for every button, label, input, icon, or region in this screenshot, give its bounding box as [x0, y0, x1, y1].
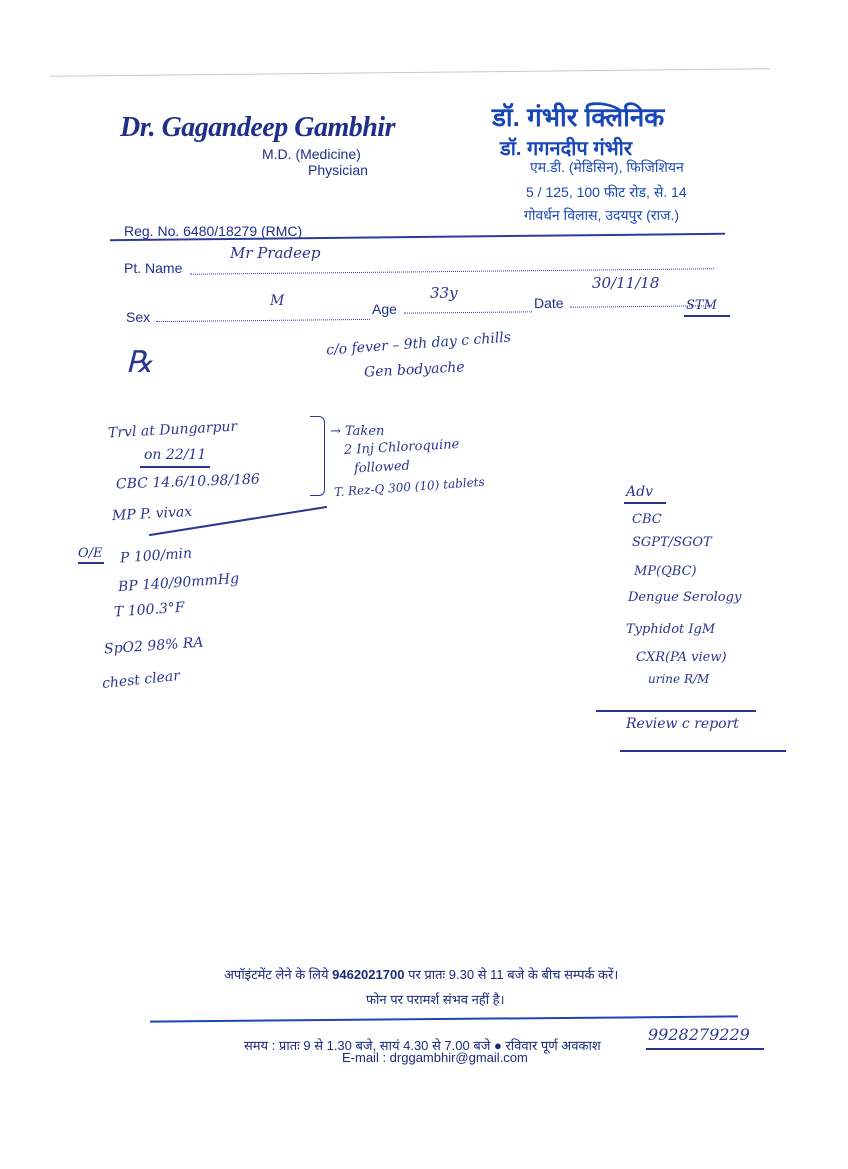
exam-temperature: T 100.3°F	[113, 599, 186, 621]
no-phone-consultation: फोन पर परामर्श संभव नहीं है।	[366, 992, 505, 1007]
sex-label: Sex	[126, 309, 151, 325]
treatment-line-2: 2 Inj Chloroquine	[343, 436, 460, 459]
exam-label-underline	[78, 562, 104, 564]
doctor-degree-english: M.D. (Medicine)	[262, 146, 361, 162]
treatment-line-3: followed	[353, 458, 411, 477]
treatment-line-1: → Taken	[330, 424, 385, 439]
advice-item-7: urine R/M	[648, 672, 710, 686]
advice-item-1: CBC	[632, 512, 662, 527]
treatment-line-4: T. Rez-Q 300 (10) tablets	[333, 474, 486, 500]
doctor-degree-hindi: एम.डी. (मेडिसिन), फिजिशियन	[530, 159, 684, 175]
review-underline	[620, 750, 786, 752]
handwritten-phone: 9928279229	[648, 1025, 750, 1044]
initials-underline	[684, 315, 730, 317]
age-dotted-line	[404, 311, 532, 313]
doctor-name-hindi: डॉ. गगनदीप गंभीर	[500, 138, 633, 160]
doctor-initials: STM	[686, 298, 717, 313]
doctor-name-english: Dr. Gagandeep Gambhir	[120, 112, 395, 143]
sex-dotted-line	[156, 319, 370, 322]
advice-item-4: Dengue Serology	[628, 590, 742, 605]
review-note: Review c report	[626, 716, 739, 732]
exam-spo2: SpO2 98% RA	[103, 634, 205, 658]
appointment-phone: 9462021700	[332, 967, 405, 982]
date-value: 30/11/18	[592, 274, 660, 292]
handwritten-phone-underline	[646, 1048, 764, 1050]
advice-label-underline	[624, 502, 666, 504]
clinic-email: E-mail : drggambhir@gmail.com	[342, 1050, 528, 1065]
history-line-2: on 22/11	[144, 447, 207, 463]
age-value: 33y	[430, 284, 458, 302]
history-underline	[140, 466, 210, 468]
advice-item-3: MP(QBC)	[634, 564, 697, 579]
age-label: Age	[372, 301, 397, 317]
history-bracket	[310, 416, 325, 496]
advice-item-2: SGPT/SGOT	[632, 535, 712, 550]
top-faint-rule	[50, 68, 770, 77]
registration-number: Reg. No. 6480/18279 (RMC)	[124, 223, 303, 239]
exam-label: O/E	[78, 546, 103, 561]
patient-name-label: Pt. Name	[124, 260, 183, 276]
exam-pulse: P 100/min	[119, 545, 193, 567]
sex-value: M	[270, 293, 285, 309]
footer-divider	[150, 1015, 738, 1022]
appointment-info	[224, 965, 618, 983]
history-line-4: MP P. vivax	[111, 503, 193, 525]
rx-symbol: ℞	[126, 346, 153, 379]
doctor-designation-english: Physician	[308, 162, 368, 178]
complaint-line-1: c/o fever – 9th day c chills	[325, 329, 512, 359]
advice-item-5: Typhidot IgM	[626, 622, 716, 637]
advice-label: Adv	[626, 484, 653, 500]
appointment-text-pre: अपॉइंटमेंट लेने के लिये	[224, 967, 333, 982]
clinic-name-hindi: डॉ. गंभीर क्लिनिक	[492, 102, 665, 132]
appointment-text-post: पर प्रातः 9.30 से 11 बजे के बीच सम्पर्क करें।	[404, 967, 619, 982]
clinic-timings: समय : प्रातः 9 से 1.30 बजे, सायं 4.30 से 7.00 बजे ● रविवार पूर्ण अवकाश	[244, 1038, 601, 1053]
exam-bp: BP 140/90mmHg	[117, 570, 240, 596]
clinic-address-line2: गोवर्धन विलास, उदयपुर (राज.)	[524, 207, 680, 223]
clinic-address-line1: 5 / 125, 100 फीट रोड, से. 14	[526, 184, 687, 200]
history-line-3: CBC 14.6/10.98/186	[115, 471, 261, 493]
complaint-line-2: Gen bodyache	[363, 359, 466, 381]
patient-name-value: Mr Pradeep	[230, 244, 321, 262]
advice-divider	[596, 710, 756, 712]
exam-chest: chest clear	[101, 667, 181, 693]
advice-item-6: CXR(PA view)	[636, 650, 727, 665]
date-label: Date	[534, 295, 564, 311]
history-line-1: Trvl at Dungarpur	[107, 418, 238, 442]
